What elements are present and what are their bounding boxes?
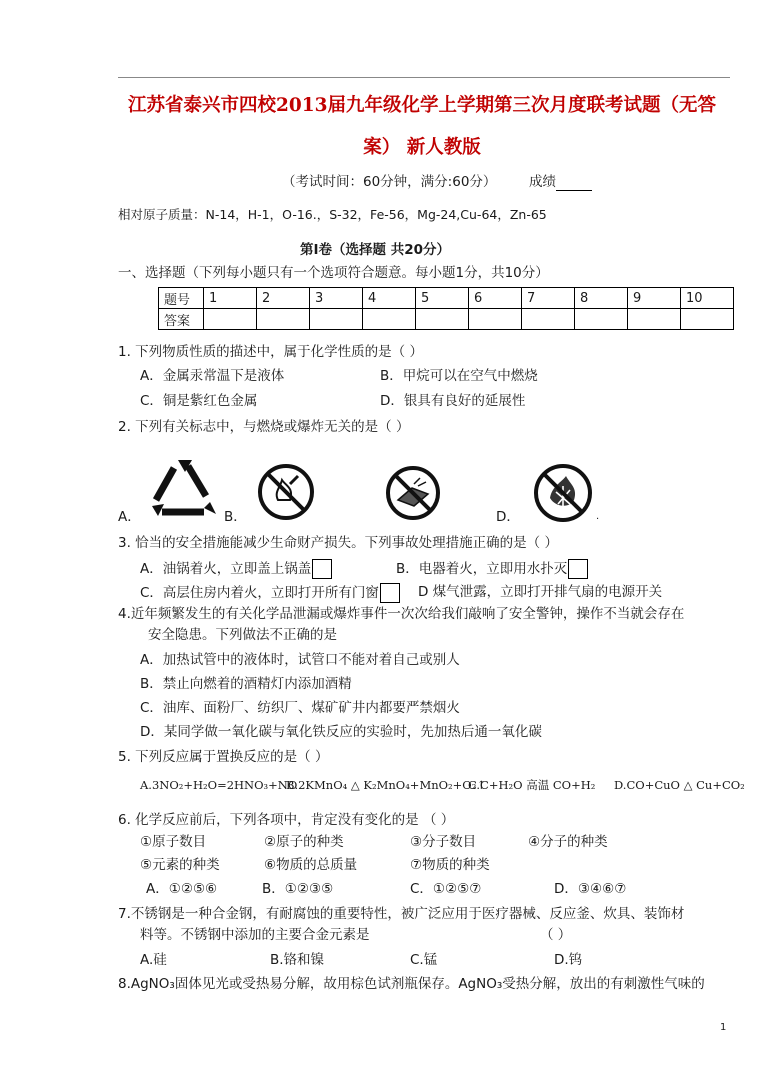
checkbox-box[interactable] <box>312 559 332 579</box>
question-2-option-d: D． <box>496 509 520 525</box>
question-5-option-a: A.3NO₂+H₂O=2HNO₃+NO <box>140 778 298 792</box>
question-4-stem-line1: 4.近年频繁发生的有关化学品泄漏或爆炸事件一次次给我们敲响了安全警钟，操作不当就会存在 <box>118 606 685 622</box>
question-3-option-b-text: B．电器着火，立即用水扑灭 <box>396 561 568 577</box>
question-1-option-a: A．金属汞常温下是液体 <box>140 368 285 384</box>
question-5-option-b: B.2KMnO₄ △ K₂MnO₄+MnO₂+O₂↑ <box>286 778 486 792</box>
question-4-stem-line2: 安全隐患。下列做法不正确的是 <box>148 627 337 643</box>
question-3-option-c-text: C．高层住房内着火，立即打开所有门窗 <box>140 585 379 601</box>
question-1-option-d: D．银具有良好的延展性 <box>380 393 526 409</box>
question-7-option-a: A.硅 <box>140 952 167 968</box>
table-cell: 3 <box>310 288 363 309</box>
question-6-item-2: ②原子的种类 <box>264 834 344 850</box>
question-6-item-3: ③分子数目 <box>410 834 477 850</box>
question-1-option-c: C．铜是紫红色金属 <box>140 393 258 409</box>
table-cell: 2 <box>257 288 310 309</box>
table-cell: 1 <box>204 288 257 309</box>
score-blank <box>556 176 592 191</box>
question-2-stem: 2. 下列有关标志中，与燃烧或爆炸无关的是（ ） <box>118 419 410 435</box>
question-6-option-c: C．①②⑤⑦ <box>410 881 482 897</box>
document-title-line2: 案） 新人教版 <box>363 137 481 158</box>
table-header-cell: 答案 <box>159 309 204 330</box>
question-3-option-a-text: A．油锅着火，立即盖上锅盖 <box>140 561 312 577</box>
exam-time-info <box>282 173 592 191</box>
question-7-option-d: D.钨 <box>554 952 583 968</box>
question-3-option-a <box>140 559 332 579</box>
question-7-answer-paren: （ ） <box>540 927 572 943</box>
table-cell: 8 <box>575 288 628 309</box>
question-4-option-c: C．油库、面粉厂、纺织厂、煤矿矿井内都要严禁烟火 <box>140 700 460 716</box>
header-rule <box>118 77 730 78</box>
answer-cell[interactable] <box>628 309 681 330</box>
question-3-option-d: D 煤气泄露，立即打开排气扇的电源开关 <box>418 584 663 600</box>
table-cell: 9 <box>628 288 681 309</box>
page-number: 1 <box>720 1022 727 1033</box>
question-7-option-c: C.锰 <box>410 952 438 968</box>
question-7-stem-line2: 料等。不锈钢中添加的主要合金元素是 <box>140 927 370 943</box>
question-5-stem: 5. 下列反应属于置换反应的是（ ） <box>118 749 329 765</box>
answer-cell[interactable] <box>575 309 628 330</box>
answer-cell[interactable] <box>522 309 575 330</box>
recycle-icon <box>148 458 222 520</box>
question-5-option-d: D.CO+CuO △ Cu+CO₂ <box>614 778 745 792</box>
question-3-stem: 3. 恰当的安全措施能减少生命财产损失。下列事故处理措施正确的是（ ） <box>118 535 558 551</box>
table-cell: 7 <box>522 288 575 309</box>
question-6-option-d: D．③④⑥⑦ <box>554 881 627 897</box>
question-6-item-6: ⑥物质的总质量 <box>264 857 358 873</box>
table-row <box>159 309 734 330</box>
atomic-masses: 相对原子质量：N-14，H-1，O-16.，S-32，Fe-56，Mg-24,Cu-64，Zn-65 <box>118 207 547 222</box>
question-3-option-c <box>140 583 400 603</box>
question-1-stem: 1. 下列物质性质的描述中，属于化学性质的是（ ） <box>118 344 423 360</box>
question-8-stem: 8.AgNO₃固体见光或受热易分解，故用棕色试剂瓶保存。AgNO₃受热分解，放出的有刺激性气味的 <box>118 976 705 992</box>
question-6-option-b: B．①②③⑤ <box>262 881 334 897</box>
question-7-stem-line1: 7.不锈钢是一种合金钢，有耐腐蚀的重要特性，被广泛应用于医疗器械、反应釜、炊具、装饰材 <box>118 906 685 922</box>
table-header-cell: 题号 <box>159 288 204 309</box>
section-instructions: 一、选择题（下列每小题只有一个选项符合题意。每小题1分，共10分） <box>118 265 549 281</box>
answer-cell[interactable] <box>469 309 522 330</box>
question-6-stem: 6. 化学反应前后，下列各项中，肯定没有变化的是 （ ） <box>118 812 455 828</box>
answer-cell[interactable] <box>257 309 310 330</box>
answer-cell[interactable] <box>416 309 469 330</box>
question-4-option-d: D．某同学做一氧化碳与氧化铁反应的实验时，先加热后通一氧化碳 <box>140 724 542 740</box>
question-7-option-b: B.铬和镍 <box>270 952 325 968</box>
table-cell: 5 <box>416 288 469 309</box>
answer-cell[interactable] <box>310 309 363 330</box>
answer-cell[interactable] <box>204 309 257 330</box>
stray-dot: . <box>596 511 600 522</box>
question-2-option-a: A． <box>118 509 141 525</box>
exam-time-text: （考试时间：60分钟，满分:60分） <box>282 174 497 190</box>
table-cell: 10 <box>681 288 734 309</box>
no-flammables-icon <box>532 462 594 524</box>
question-1-option-b: B．甲烷可以在空气中燃烧 <box>380 368 538 384</box>
score-label: 成绩 <box>529 174 556 190</box>
question-5-option-c: C.C+H₂O 高温 CO+H₂ <box>468 778 596 792</box>
checkbox-box[interactable] <box>568 559 588 579</box>
table-cell: 4 <box>363 288 416 309</box>
document-title-line1: 江苏省泰兴市四校2013届九年级化学上学期第三次月度联考试题（无答 <box>128 95 716 116</box>
checkbox-box[interactable] <box>380 583 400 603</box>
question-4-option-b: B．禁止向燃着的酒精灯内添加酒精 <box>140 676 352 692</box>
question-6-item-5: ⑤元素的种类 <box>140 857 220 873</box>
question-2-option-b: B． <box>224 509 247 525</box>
question-6-option-a: A．①②⑤⑥ <box>146 881 218 897</box>
no-fireworks-icon <box>384 464 442 522</box>
question-6-item-1: ①原子数目 <box>140 834 207 850</box>
question-6-item-7: ⑦物质的种类 <box>410 857 490 873</box>
question-3-option-b <box>396 559 588 579</box>
question-6-item-4: ④分子的种类 <box>528 834 608 850</box>
question-4-option-a: A．加热试管中的液体时，试管口不能对着自己或别人 <box>140 652 460 668</box>
no-open-flame-icon <box>256 462 316 522</box>
table-row <box>159 288 734 309</box>
answer-cell[interactable] <box>363 309 416 330</box>
answer-cell[interactable] <box>681 309 734 330</box>
section-title: 第Ⅰ卷（选择题 共20分） <box>300 242 451 258</box>
answer-table <box>158 287 734 330</box>
table-cell: 6 <box>469 288 522 309</box>
